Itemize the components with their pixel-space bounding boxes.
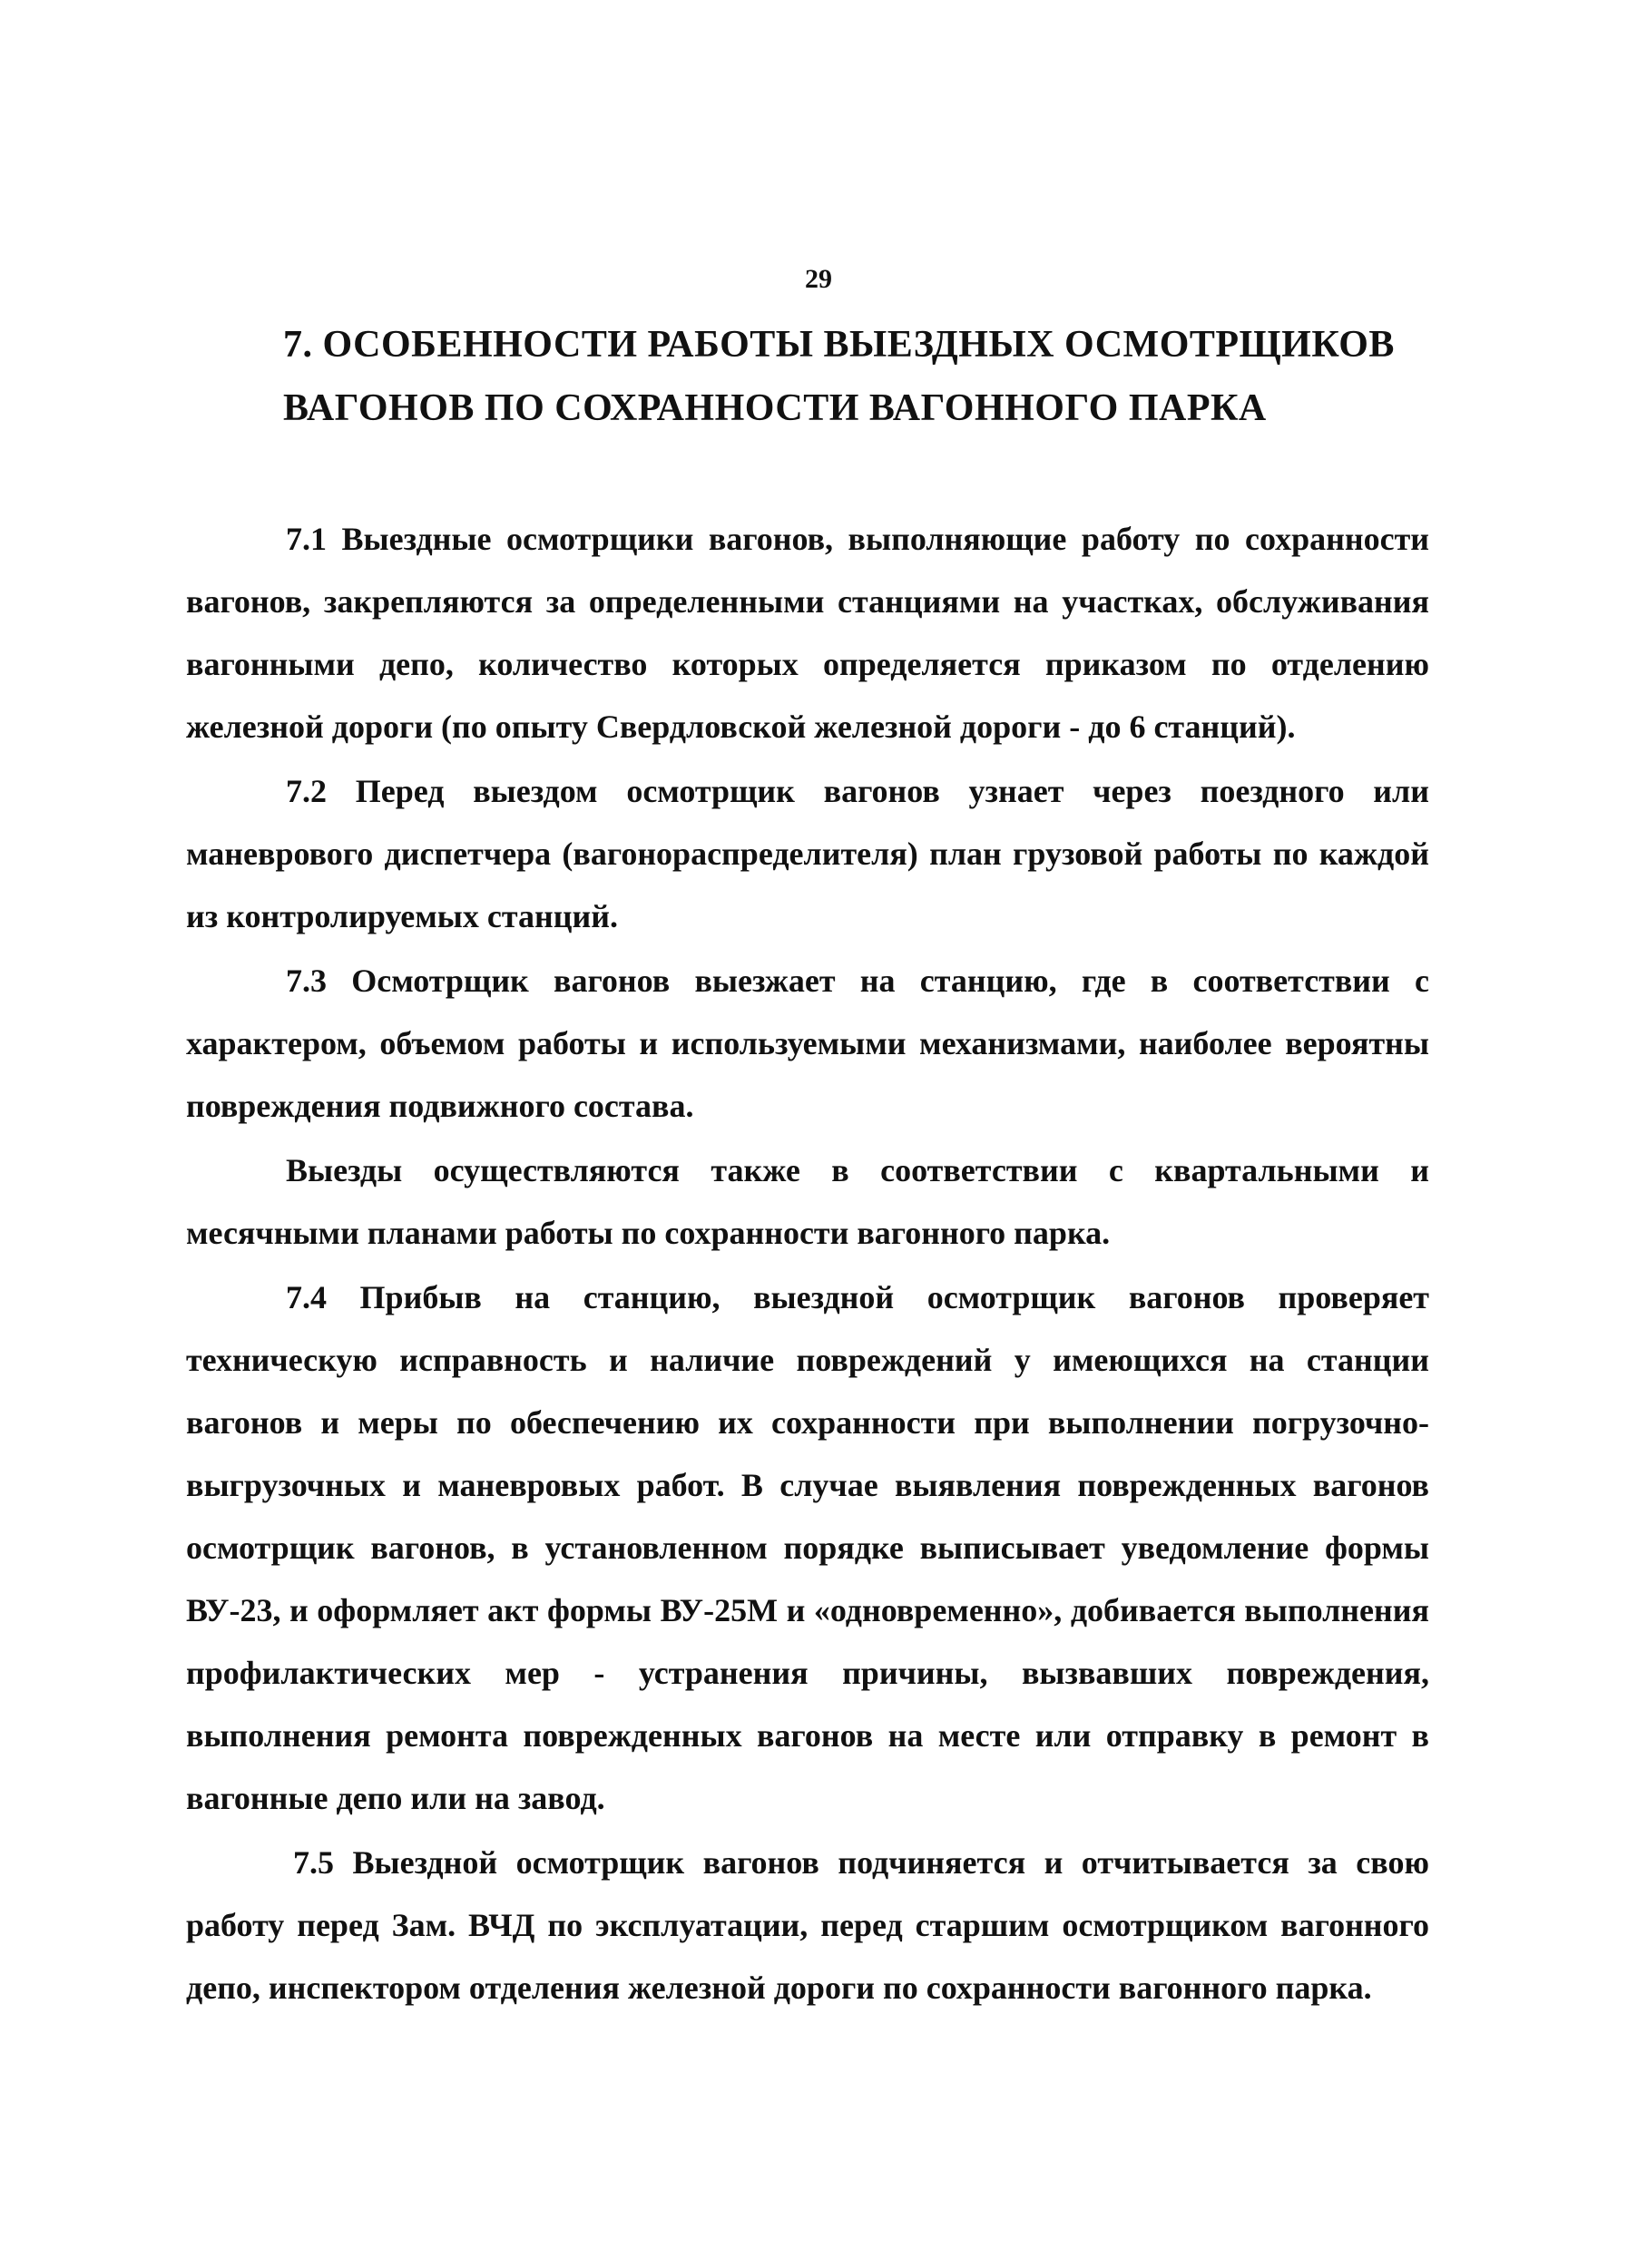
section-heading: [283, 313, 1463, 440]
paragraph-7-5: 7.5 Выездной осмотрщик вагонов подчиняется и отчитывается за свою работу перед Зам. ВЧД по эксплуатации, перед старшим осмотрщиком вагонного депо, инспектором отделения железной дороги по сохранности вагонного парка.: [186, 1844, 1429, 2006]
paragraph-trips: Выезды осуществляются также в соответствии с квартальными и месячными планами работы по сохранности вагонного парка.: [186, 1152, 1429, 1251]
section-heading-line-1: 7. ОСОБЕННОСТИ РАБОТЫ ВЫЕЗДНЫХ ОСМОТРЩИКОВ: [283, 324, 1395, 366]
paragraph-7-3: 7.3 Осмотрщик вагонов выезжает на станцию, где в соответствии с характером, объемом работы и используемыми механизмами, наиболее вероятны повреждения подвижного состава.: [186, 963, 1429, 1124]
paragraph-7-2: 7.2 Перед выездом осмотрщик вагонов узнает через поездного или маневрового диспетчера (вагонораспределителя) план грузовой работы по каждой из контролируемых станций.: [186, 773, 1429, 934]
paragraph-7-4: 7.4 Прибыв на станцию, выездной осмотрщик вагонов проверяет техническую исправность и наличие повреждений у имеющихся на станции вагонов и меры по обеспечению их сохранности при выполнении погрузочно-выгрузочных и маневровых работ. В случае выявления поврежденных вагонов осмотрщик вагонов, в установленном порядке выписывает уведомление формы ВУ-23, и оформляет акт формы ВУ-25М и «одновременно», добивается выполнения профилактических мер - устранения причины, вызвавших повреждения, выполнения ремонта поврежденных вагонов на месте или отправку в ремонт в вагонные депо или на завод.: [186, 1279, 1429, 1816]
section-heading-line-2: ВАГОНОВ ПО СОХРАННОСТИ ВАГОННОГО ПАРКА: [283, 387, 1267, 429]
paragraph-7-1: 7.1 Выездные осмотрщики вагонов, выполняющие работу по сохранности вагонов, закрепляются за определенными станциями на участках, обслуживания вагонными депо, количество которых определяется приказом по отделению железной дороги (по опыту Свердловской железной дороги - до 6 станций).: [186, 521, 1429, 745]
page-number: 29: [805, 264, 832, 294]
body-text: [186, 508, 1429, 2021]
